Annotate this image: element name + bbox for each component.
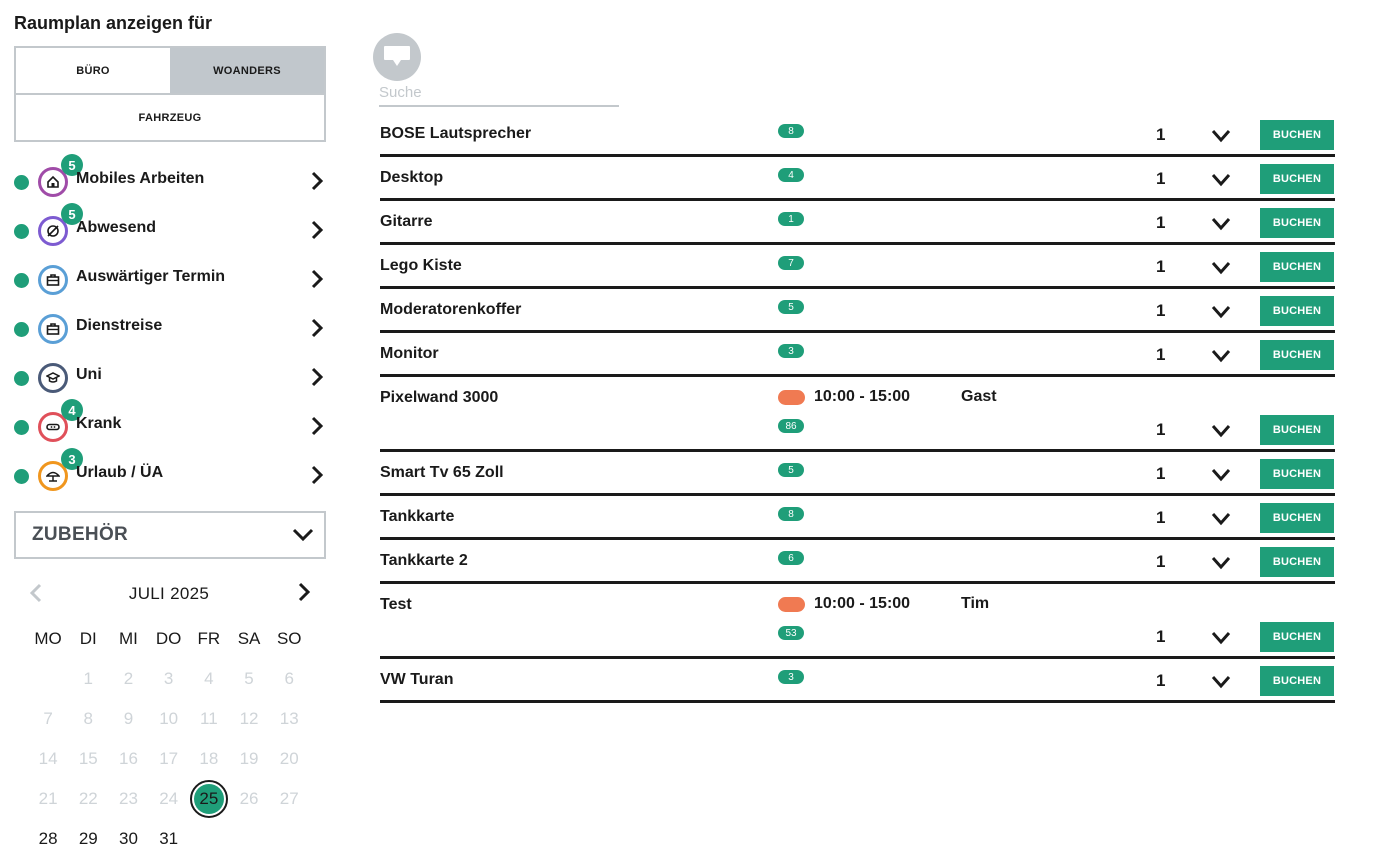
tab-woanders[interactable]: WOANDERS [170, 48, 324, 93]
resource-count-badge: 8 [778, 507, 804, 521]
reservation [778, 387, 997, 407]
chevron-right-icon[interactable] [310, 416, 324, 436]
category-select[interactable] [14, 511, 326, 559]
calendar-day[interactable]: 24 [159, 789, 179, 808]
calendar-day[interactable]: 8 [83, 709, 94, 728]
status-item[interactable] [14, 452, 326, 501]
reservation-time: 10:00 - 15:00 [814, 388, 911, 405]
book-button[interactable]: BUCHEN [1260, 459, 1334, 489]
book-button[interactable]: BUCHEN [1260, 296, 1334, 326]
status-label: Urlaub / ÜA [76, 464, 164, 481]
category-select-value: ZUBEHÖR [32, 524, 129, 545]
calendar-day[interactable]: 16 [119, 749, 138, 768]
book-button[interactable]: BUCHEN [1260, 547, 1334, 577]
status-dot [14, 224, 29, 239]
resource-row [380, 289, 1335, 333]
book-button[interactable]: BUCHEN [1260, 252, 1334, 282]
reservation-person: Gast [961, 388, 997, 405]
status-label: Mobiles Arbeiten [76, 170, 205, 187]
calendar-day[interactable]: 28 [38, 829, 58, 848]
calendar-day[interactable]: 11 [200, 709, 218, 728]
calendar-day[interactable]: 3 [163, 669, 174, 688]
view-type-selector [14, 46, 326, 142]
chevron-down-icon[interactable] [1210, 555, 1232, 571]
status-item[interactable] [14, 305, 326, 354]
calendar-grid [28, 614, 314, 859]
resource-quantity: 1 [1156, 508, 1166, 527]
status-list [14, 158, 326, 501]
resource-row [380, 659, 1335, 703]
calendar-day-selected[interactable]: 25 [189, 779, 229, 819]
resource-quantity: 1 [1156, 169, 1166, 188]
resource-name: BOSE Lautsprecher [380, 125, 532, 142]
reservation [778, 594, 990, 614]
briefcase-icon [38, 265, 68, 295]
chevron-right-icon[interactable] [310, 367, 324, 387]
search-input[interactable] [379, 79, 619, 107]
weekday-header: MO [34, 629, 62, 648]
calendar-day[interactable]: 9 [123, 709, 134, 728]
calendar-day[interactable]: 1 [83, 669, 94, 688]
status-dot [14, 469, 29, 484]
status-dot [14, 420, 29, 435]
chevron-down-icon[interactable] [1210, 674, 1232, 690]
chevron-down-icon[interactable] [1210, 128, 1232, 144]
status-label: Abwesend [76, 219, 157, 236]
chat-icon [373, 33, 421, 81]
chevron-down-icon[interactable] [1210, 423, 1232, 439]
briefcase-icon [38, 314, 68, 344]
calendar-day[interactable]: 7 [43, 709, 53, 728]
status-item[interactable] [14, 207, 326, 256]
chevron-right-icon[interactable] [310, 171, 324, 191]
chevron-down-icon [292, 528, 314, 542]
tab-buero[interactable]: BÜRO [76, 64, 110, 77]
calendar-day[interactable]: 12 [239, 709, 259, 728]
resource-quantity: 1 [1156, 213, 1166, 232]
resource-count-badge: 5 [778, 300, 804, 314]
resource-quantity: 1 [1156, 345, 1166, 364]
calendar-day[interactable]: 17 [159, 749, 179, 768]
weekday-header: SA [237, 629, 261, 648]
status-item[interactable] [14, 256, 326, 305]
reservation-time: 10:00 - 15:00 [814, 595, 911, 612]
resource-quantity: 1 [1156, 257, 1166, 276]
calendar-day[interactable]: 6 [284, 669, 294, 688]
resource-count-badge: 1 [778, 212, 804, 226]
resource-quantity: 1 [1156, 627, 1166, 646]
resource-count-badge: 86 [778, 419, 804, 433]
status-count-badge: 3 [61, 448, 83, 470]
left-panel [14, 10, 326, 559]
book-button[interactable]: BUCHEN [1260, 622, 1334, 652]
resource-list [380, 113, 1335, 703]
book-button[interactable]: BUCHEN [1260, 503, 1334, 533]
chevron-down-icon[interactable] [1210, 304, 1232, 320]
resource-row [380, 333, 1335, 377]
calendar-day[interactable]: 14 [38, 749, 58, 768]
calendar-day[interactable]: 22 [78, 789, 98, 808]
calendar-day[interactable]: 20 [279, 749, 299, 768]
calendar-day[interactable]: 5 [244, 669, 254, 688]
status-label: Dienstreise [76, 317, 163, 334]
book-button[interactable]: BUCHEN [1260, 120, 1334, 150]
resource-name: Pixelwand 3000 [380, 389, 499, 406]
resource-count-badge: 3 [778, 344, 804, 358]
resource-name: Tankkarte 2 [380, 552, 468, 569]
book-button[interactable]: BUCHEN [1260, 415, 1334, 445]
resource-count-badge: 8 [778, 124, 804, 138]
resource-name: Gitarre [380, 213, 433, 230]
calendar-day[interactable]: 23 [119, 789, 138, 808]
resource-count-badge: 3 [778, 670, 804, 684]
tab-fahrzeug[interactable]: FAHRZEUG [138, 111, 202, 124]
resource-name: Lego Kiste [380, 257, 462, 274]
status-dot [14, 371, 29, 386]
resource-name: Tankkarte [380, 508, 455, 525]
next-month-icon[interactable] [294, 581, 314, 603]
book-button[interactable]: BUCHEN [1260, 164, 1334, 194]
resource-row [380, 540, 1335, 584]
calendar-day[interactable]: 26 [239, 789, 259, 808]
resource-name: Test [380, 596, 412, 613]
calendar-day[interactable]: 29 [78, 829, 98, 848]
weekday-header: SO [276, 629, 302, 648]
chevron-right-icon[interactable] [310, 269, 324, 289]
resource-row [380, 584, 1335, 659]
weekday-header: MI [119, 629, 138, 648]
chevron-down-icon[interactable] [1210, 216, 1232, 232]
calendar-day[interactable]: 19 [239, 749, 259, 768]
calendar-blank [28, 659, 68, 699]
resource-name: VW Turan [380, 671, 454, 688]
resource-quantity: 1 [1156, 552, 1166, 571]
resource-name: Smart Tv 65 Zoll [380, 464, 504, 481]
resource-count-badge: 7 [778, 256, 804, 270]
calendar-day[interactable]: 21 [38, 789, 58, 808]
graduation-cap-icon [38, 363, 68, 393]
calendar-month-label: JULI 2025 [128, 584, 210, 603]
chevron-right-icon[interactable] [310, 318, 324, 338]
book-button[interactable]: BUCHEN [1260, 666, 1334, 696]
chevron-down-icon[interactable] [1210, 348, 1232, 364]
status-item[interactable] [14, 158, 326, 207]
page-heading: Raumplan anzeigen für [14, 13, 213, 33]
calendar-day[interactable]: 13 [279, 709, 299, 728]
chevron-down-icon[interactable] [1210, 630, 1232, 646]
resource-row [380, 113, 1335, 157]
resource-count-badge: 6 [778, 551, 804, 565]
status-count-badge: 5 [61, 203, 83, 225]
chevron-down-icon[interactable] [1210, 511, 1232, 527]
chevron-down-icon[interactable] [1210, 260, 1232, 276]
weekday-header: FR [197, 629, 221, 648]
resource-name: Monitor [380, 345, 439, 362]
weekday-header: DI [79, 629, 97, 648]
resource-name: Desktop [380, 169, 444, 186]
resource-count-badge: 5 [778, 463, 804, 477]
resource-row [380, 201, 1335, 245]
status-dot [14, 175, 29, 190]
reservation-person: Tim [961, 595, 990, 612]
book-button[interactable]: BUCHEN [1260, 208, 1334, 238]
weekday-header: DO [155, 629, 182, 648]
resource-quantity: 1 [1156, 301, 1166, 320]
book-button[interactable]: BUCHEN [1260, 340, 1334, 370]
calendar-day[interactable]: 18 [199, 749, 219, 768]
reservation-pill [778, 390, 805, 405]
resource-quantity: 1 [1156, 671, 1166, 690]
chevron-right-icon[interactable] [310, 220, 324, 240]
resource-row [380, 496, 1335, 540]
resource-quantity: 1 [1156, 420, 1166, 439]
calendar-day[interactable]: 10 [159, 709, 179, 728]
calendar [14, 574, 314, 859]
resource-row [380, 157, 1335, 201]
resource-quantity: 1 [1156, 125, 1166, 144]
calendar-day[interactable]: 30 [119, 829, 138, 848]
resource-count-badge: 4 [778, 168, 804, 182]
resource-name: Moderatorenkoffer [380, 301, 522, 318]
calendar-day[interactable]: 31 [159, 829, 179, 848]
status-label: Uni [76, 366, 102, 383]
resource-count-badge: 53 [778, 626, 804, 640]
calendar-day[interactable]: 15 [78, 749, 98, 768]
calendar-day[interactable]: 27 [279, 789, 299, 808]
chevron-down-icon[interactable] [1210, 172, 1232, 188]
chevron-right-icon[interactable] [310, 465, 324, 485]
chevron-down-icon[interactable] [1210, 467, 1232, 483]
status-count-badge: 4 [61, 399, 83, 421]
status-item[interactable] [14, 354, 326, 403]
status-dot [14, 273, 29, 288]
status-label: Krank [76, 415, 122, 432]
status-label: Auswärtiger Termin [76, 268, 226, 285]
status-dot [14, 322, 29, 337]
status-count-badge: 5 [61, 154, 83, 176]
reservation-pill [778, 597, 805, 612]
resource-row [380, 377, 1335, 452]
resource-row [380, 452, 1335, 496]
resource-quantity: 1 [1156, 464, 1166, 483]
calendar-day[interactable]: 4 [204, 669, 214, 688]
calendar-day[interactable]: 2 [123, 669, 134, 688]
resource-row [380, 245, 1335, 289]
status-item[interactable] [14, 403, 326, 452]
